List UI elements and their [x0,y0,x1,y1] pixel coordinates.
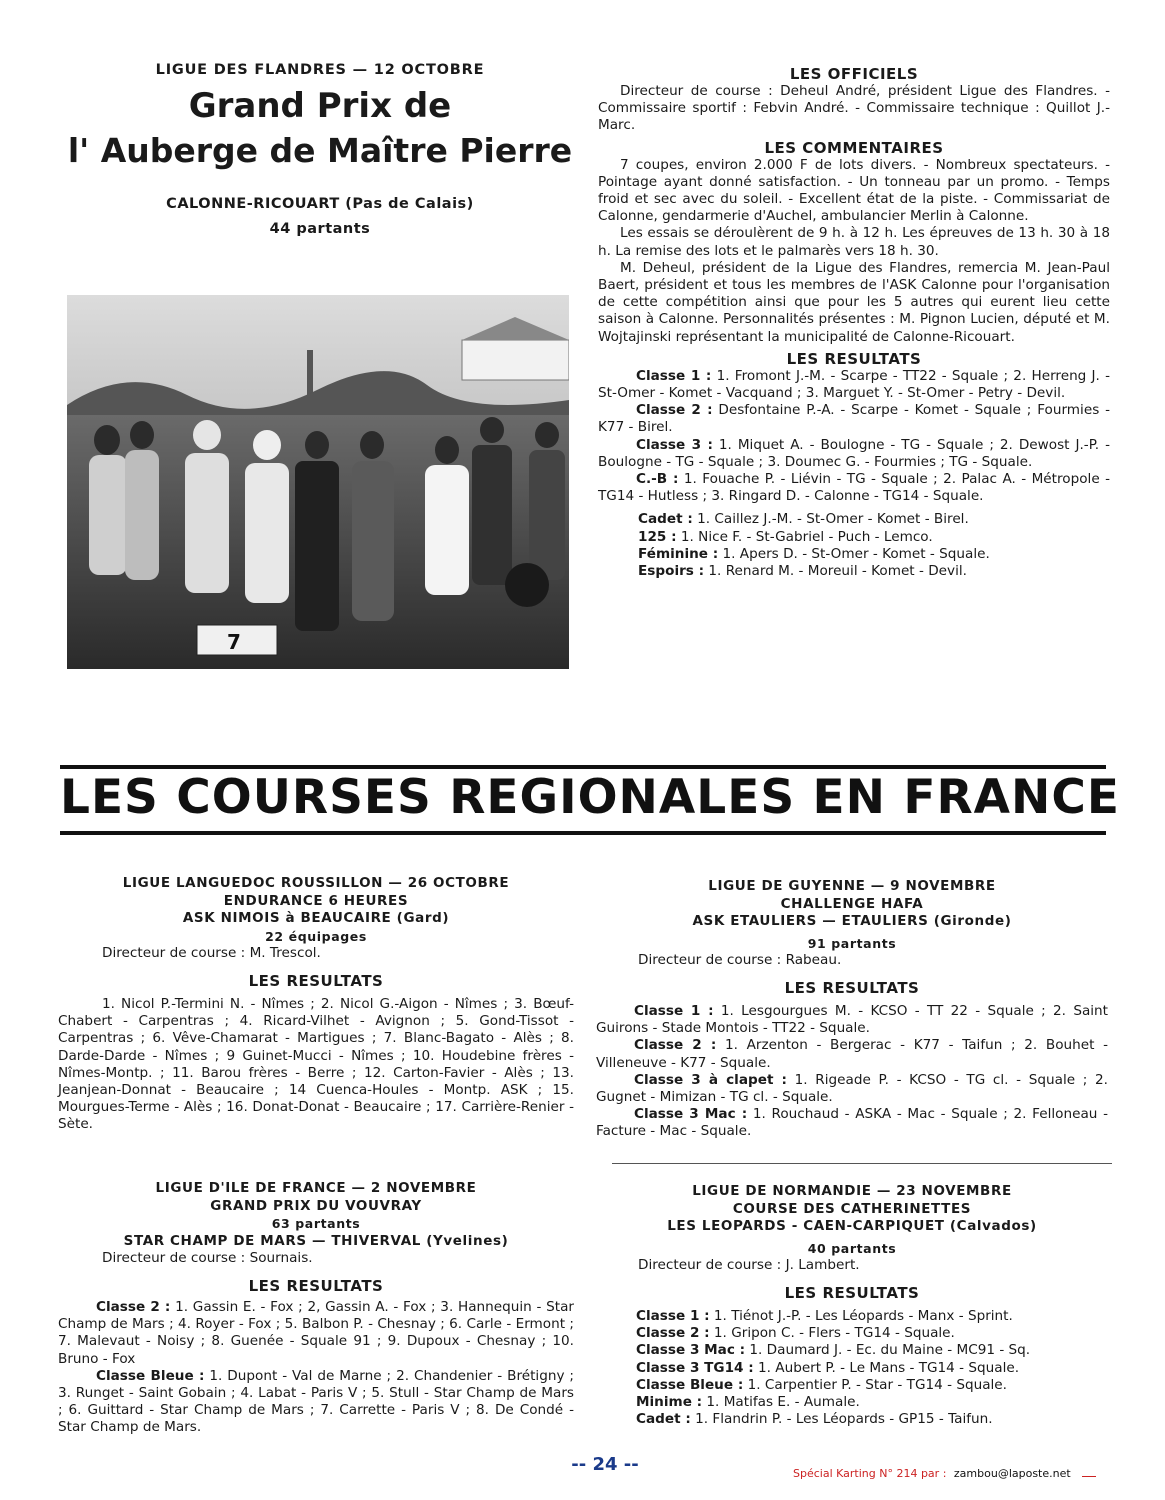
languedoc-header-1: LIGUE LANGUEDOC ROUSSILLON — 26 OCTOBRE [122,875,510,891]
languedoc-director: Directeur de course : M. Trescol. [102,945,321,961]
normandie-header-1: LIGUE DE NORMANDIE — 23 NOVEMBRE [692,1183,1012,1199]
officials-heading: LES OFFICIELS [789,65,919,83]
guyenne-section [596,878,1108,1141]
credit-label: Spécial Karting N° 214 par : [793,1467,947,1480]
languedoc-header-2: ENDURANCE 6 HEURES [223,892,409,909]
result-item: Classe 2 : 1. Arzenton - Bergerac - K77 - Taifun ; 2. Bouhet - Villeneuve - K77 - Squale. [596,1037,1108,1071]
footer-credit [793,1467,1123,1480]
section-banner: LES COURSES REGIONALES EN FRANCE [60,765,1106,835]
normandie-results-heading: LES RESULTATS [784,1284,920,1302]
results-heading: LES RESULTATS [786,349,922,368]
normandie-header-4: 40 partants [807,1240,897,1256]
team-photo [67,295,569,669]
guyenne-header-3: ASK ETAULIERS — ETAULIERS (Gironde) [692,913,1012,929]
result-item: Féminine : 1. Apers D. - St-Omer - Komet - Squale. [638,545,990,562]
page-number: -- 24 -- [571,1454,639,1475]
result-item: Classe 1 : 1. Lesgourgues M. - KCSO - TT 22 - Squale ; 2. Saint Guirons - Stade Montois - TT22 - Squale. [596,1003,1109,1037]
languedoc-header-3: ASK NIMOIS à BEAUCAIRE (Gard) [182,910,450,926]
iledefrance-section [58,1180,574,1437]
guyenne-results-heading: LES RESULTATS [784,979,920,997]
result-item: Minime : 1. Matifas E. - Aumale. [636,1394,860,1411]
officials-text: Directeur de course : Deheul André, président Ligue des Flandres. - Commissaire sportif : Febvin André. - Commissaire technique : Quillot J.-Marc. [598,83,1110,134]
comments-paragraph-2: Les essais se déroulèrent de 9 h. à 12 h. Les épreuves de 13 h. 30 à 18 h. La remise des lots et le palmarès vers 18 h. 30. [598,225,1110,259]
comments-heading: LES COMMENTAIRES [764,138,944,157]
result-item: Classe 2 : 1. Gassin E. - Fox ; 2, Gassin A. - Fox ; 3. Hannequin - Star Champ de Mars ; 4. Royer - Fox ; 5. Balbon P. - Chesnay ; 6. Carle - Ermont ; 7. Malevaut - Noisy ; 8. Guenée - Squale 91 ; 9. Dupoux - Chesnay ; 10. Bruno - Fox [58,1299,574,1367]
guyenne-header-1: LIGUE DE GUYENNE — 9 NOVEMBRE [708,878,996,894]
normandie-results [596,1308,1108,1428]
comments-paragraph-3: M. Deheul, président de la Ligue des Flandres, remercia M. Jean-Paul Baert, président et tous les membres de l'ASK Calonne pour l'organisation de cette compétition ainsi que pour les 5 autres qui eurent lieu cette saison à Calonne. Personnalités présentes : M. Pignon Lucien, député et M. Wojtajinski représentant la municipalité de Calonne-Ricouart. [598,259,1110,345]
iledefrance-director: Directeur de course : Sournais. [102,1250,313,1266]
normandie-header-2: COURSE DES CATHERINETTES [732,1200,972,1217]
iledefrance-results-heading: LES RESULTATS [248,1277,384,1295]
languedoc-section [58,875,574,1134]
iledefrance-header-2: GRAND PRIX DU VOUVRAY [210,1197,422,1214]
article-title-line-2: l' Auberge de Maître Pierre [67,131,573,170]
normandie-header-3: LES LEOPARDS - CAEN-CARPIQUET (Calvados) [667,1218,1037,1234]
team-photo-image [67,295,569,669]
result-item: Classe 1 : 1. Fromont J.-M. - Scarpe - TT22 - Squale ; 2. Herreng J. - St-Omer - Komet - Vacquand ; 3. Marguet Y. - St-Omer - Petry - Devil. [598,367,1110,402]
result-item: Classe Bleue : 1. Dupont - Val de Marne ; 2. Chandenier - Brétigny ; 3. Runget - Saint Gobain ; 4. Labat - Paris V ; 5. Stull - Star Champ de Mars ; 6. Guittard - Star Champ de Mars ; 7. Carrette - Paris V ; 8. De Condé - Star Champ de Mars. [58,1367,574,1436]
result-item: Classe 3 Mac : 1. Rouchaud - ASKA - Mac - Squale ; 2. Felloneau - Facture - Mac - Squale. [596,1106,1108,1140]
league-header: LIGUE DES FLANDRES — 12 OCTOBRE [155,62,485,78]
result-item: Classe 3 : 1. Miquet A. - Boulogne - TG - Squale ; 2. Dewost J.-P. - Boulogne - TG - Squale ; 3. Doumec G. - Fourmies ; TG - Squale. [598,436,1110,470]
guyenne-results [596,1003,1108,1141]
result-item: Classe 3 TG14 : 1. Aubert P. - Le Mans - TG14 - Squale. [636,1359,1020,1376]
result-item: Classe 2 : Desfontaine P.-A. - Scarpe - Komet - Squale ; Fourmies - K77 - Birel. [598,402,1110,436]
result-item: Cadet : 1. Caillez J.-M. - St-Omer - Komet - Birel. [638,511,969,528]
kart-number: 7 [227,630,241,654]
result-item: Classe 1 : 1. Tiénot J.-P. - Les Léopards - Manx - Sprint. [636,1308,1013,1324]
starters: 44 partants [269,221,371,237]
credit-underline [1082,1476,1096,1477]
comments-text [598,157,1110,346]
result-item: Classe 2 : 1. Gripon C. - Flers - TG14 - Squale. [636,1325,955,1342]
iledefrance-header-1: LIGUE D'ILE DE FRANCE — 2 NOVEMBRE [155,1180,477,1196]
result-item: Classe 3 à clapet : 1. Rigeade P. - KCSO - TG cl. - Squale ; 2. Gugnet - Mimizan - TG cl. - Squale. [596,1071,1108,1106]
comments-paragraph-1: 7 coupes, environ 2.000 F de lots divers. - Nombreux spectateurs. - Pointage ayant donné satisfaction. - Un tonneau par un promo. - Temps froid et sec avec du soleil. - Excellent état de la piste. - Commissariat de Calonne, gendarmerie d'Auchel, ambulancier Merlin à Calonne. [598,156,1110,225]
normandie-section [596,1183,1108,1428]
results-list [598,368,1110,506]
iledefrance-results [58,1299,574,1437]
languedoc-header-4: 22 équipages [265,928,367,944]
result-item: Classe 3 Mac : 1. Daumard J. - Ec. du Maine - MC91 - Sq. [636,1342,1031,1359]
guyenne-header-2: CHALLENGE HAFA [780,895,924,912]
location: CALONNE-RICOUART (Pas de Calais) [166,196,474,212]
credit-email-link[interactable]: zambou@laposte.net [953,1467,1071,1480]
result-item: Espoirs : 1. Renard M. - Moreuil - Komet - Devil. [638,563,967,580]
iledefrance-header-4: STAR CHAMP DE MARS — THIVERVAL (Yvelines) [123,1232,509,1249]
results-short-list [598,511,1110,580]
guyenne-header-4: 91 partants [807,935,897,951]
result-item: Cadet : 1. Flandrin P. - Les Léopards - GP15 - Taifun. [636,1411,993,1428]
article-title-line-1: Grand Prix de [188,86,452,126]
guyenne-director: Directeur de course : Rabeau. [638,952,842,968]
languedoc-results: 1. Nicol P.-Termini N. - Nîmes ; 2. Nicol G.-Aigon - Nîmes ; 3. Bœuf-Chabert - Carpentras ; 4. Ricard-Vilhet - Avignon ; 5. Gond-Tissot - Carpentras ; 6. Vêve-Chamarat - Martigues ; 7. Blanc-Bagato - Alès ; 8. Darde-Darde - Nîmes ; 9 Guinet-Mucci - Nîmes ; 10. Houdebine frères - Nîmes-Montp. ; 11. Barou frères - Berre ; 12. Carton-Favier - Alès ; 13. Jeanjean-Donnat - Beaucaire ; 14 Cuenca-Houles - Montp. ASK ; 15. Mourgues-Terme - Alès ; 16. Donat-Donat - Beaucaire ; 17. Carrière-Renier - Sète. [58,996,574,1133]
languedoc-results-heading: LES RESULTATS [248,972,384,990]
result-item: Classe Bleue : 1. Carpentier P. - Star - TG14 - Squale. [636,1376,1007,1393]
result-item: C.-B : 1. Fouache P. - Liévin - TG - Squale ; 2. Palac A. - Métropole - TG14 - Hutless ; 3. Ringard D. - Calonne - TG14 - Squale. [598,471,1111,505]
result-item: 125 : 1. Nice F. - St-Gabriel - Puch - Lemco. [638,528,933,545]
iledefrance-header-3: 63 partants [271,1216,361,1231]
normandie-director: Directeur de course : J. Lambert. [638,1257,860,1273]
section-divider [612,1163,1112,1164]
